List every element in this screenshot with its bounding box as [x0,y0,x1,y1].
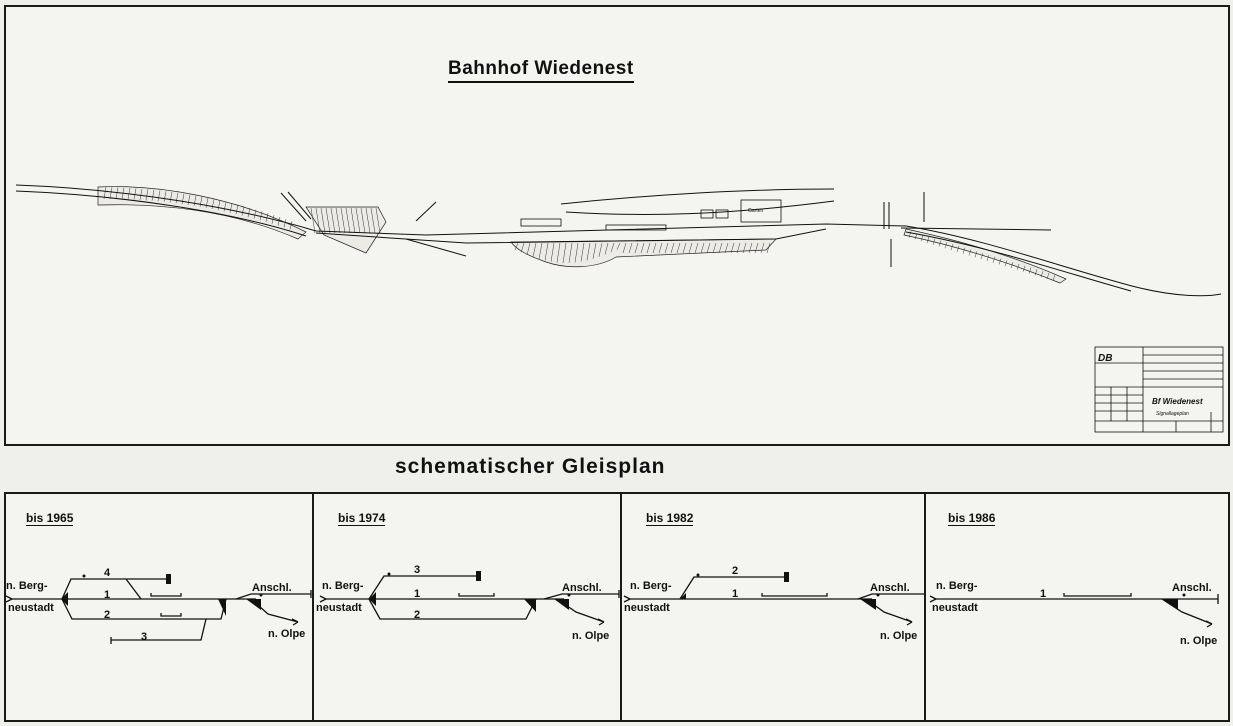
panel-period: bis 1982 [646,511,694,525]
schematic-panels [4,492,1230,722]
panel-1965 [4,492,314,722]
panel-period: bis 1965 [26,511,74,525]
siding-label: Anschl. [1172,582,1212,594]
track-number: 1 [732,588,739,600]
track-number: 4 [104,567,111,579]
track-number: 3 [414,564,421,576]
panel-1986 [924,492,1230,722]
siding-label: Anschl. [870,582,910,594]
dest-left-line2: neustadt [932,602,978,614]
panel-period: bis 1974 [338,511,386,525]
dest-left-line1: n. Berg- [6,580,48,592]
track-number: 3 [141,631,148,643]
dest-left-line2: neustadt [8,602,54,614]
panel-1982 [620,492,930,722]
dest-left-line1: n. Berg- [322,580,364,592]
dest-right-label: n. Olpe [268,628,306,640]
dest-left-line2: neustadt [316,602,362,614]
dest-right-label: n. Olpe [1180,635,1218,647]
buildings [521,200,781,230]
track-number: 2 [104,609,111,621]
db-logo: DB [1098,353,1113,364]
track-diagram [6,494,316,724]
track-number: 2 [732,565,739,577]
siding-label: Anschl. [562,582,602,594]
title-block-station: Bf Wiedenest [1152,397,1203,406]
track-number: 1 [104,589,111,601]
panel-period: bis 1986 [948,511,996,525]
title-block-plan-type: Signallageplan [1156,411,1189,417]
panel-1974 [312,492,622,722]
siding-label: Anschl. [252,582,292,594]
track-diagram [622,494,932,724]
track-number: 1 [1040,588,1047,600]
track-number: 1 [414,588,421,600]
dest-left-line1: n. Berg- [630,580,672,592]
schematic-title: schematischer Gleisplan [395,455,666,478]
dest-left-line2: neustadt [624,602,670,614]
buffer-stop [166,574,171,584]
track-diagram [314,494,624,724]
signal-plan-frame [4,5,1230,446]
track-number: 2 [414,609,421,621]
dest-right-label: n. Olpe [572,630,610,642]
main-title: Bahnhof Wiedenest [448,58,634,83]
dest-left-line1: n. Berg- [936,580,978,592]
title-block [1095,347,1223,432]
track-diagram [926,494,1232,724]
garden-label: Garten [748,208,764,214]
dest-right-label: n. Olpe [880,630,918,642]
